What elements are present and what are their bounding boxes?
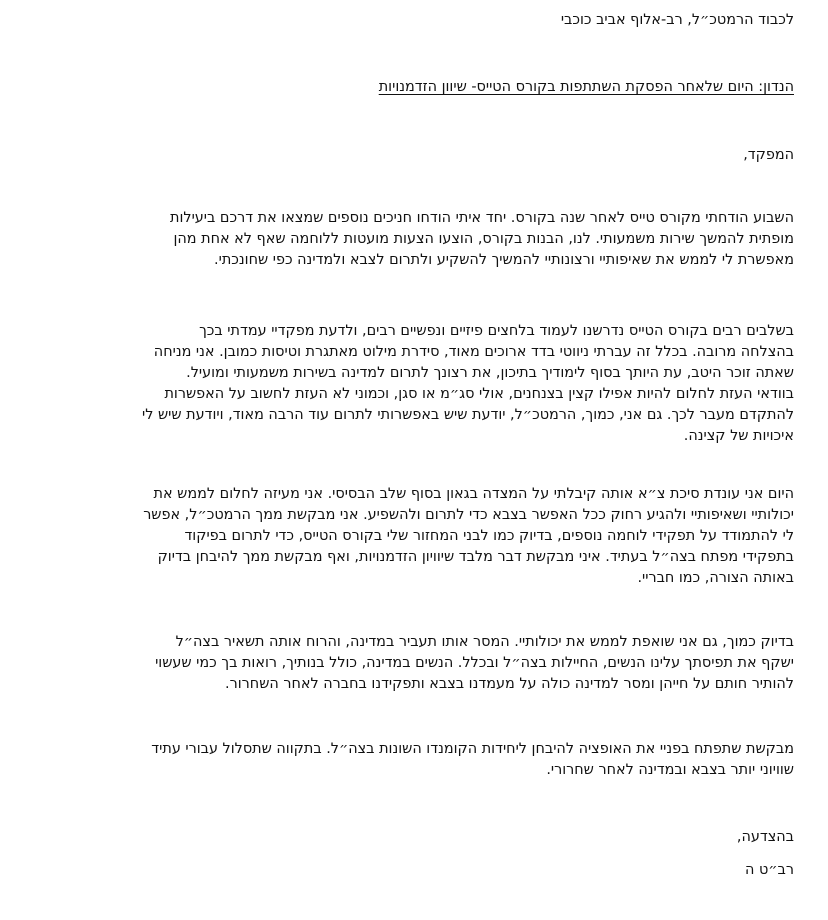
paragraph-line: השבוע הודחתי מקורס טייס לאחר שנה בקורס. יחד איתי הודחו חניכים נוספים שמצאו את דרכם ביעילות — [170, 210, 794, 226]
signature-line: רב״ט ה — [744, 862, 794, 878]
paragraph-line: בשלבים רבים בקורס הטייס נדרשנו לעמוד בלחצים פיזיים ונפשיים רבים, ולדעת מפקדיי עמדתי בכך — [199, 323, 794, 339]
paragraph-4 — [40, 632, 794, 695]
paragraph-3 — [40, 484, 794, 589]
paragraph-line: מבקשת שתפתח בפניי את האופציה להיבחן ליחידות הקומנדו השונות בצה״ל. בתקווה שתסלול עבורי עתיד — [151, 741, 794, 757]
paragraph-1 — [40, 208, 794, 271]
salutation-line: המפקד, — [743, 147, 794, 163]
paragraph-line: לי להתמודד על תפקידי לוחמה נוספים, בדיוק כמו לבני המחזור שלי בקורס הטייס, כדי לתרום בפיקוד — [184, 528, 794, 544]
paragraph-line: להותיר חותם על חייהן ומסר למדינה כולה על מעמדנו בצבא ותפקידנו בחברה לאחר השחרור. — [225, 676, 794, 692]
paragraph-line: יכולותיי ושאיפותיי ולהגיע רחוק ככל האפשר בצבא כדי לתרום ולהשפיע. אני מבקשת ממך הרמטכ״ל, אפשר — [143, 507, 794, 523]
paragraph-line: באותה הצורה, כמו חבריי. — [637, 570, 794, 586]
signature — [40, 860, 794, 881]
paragraph-line: בדיוק כמוך, גם אני שואפת לממש את יכולותיי. המסר אותו תעביר במדינה, והרוח אותה תשאיר בצה״ל — [175, 634, 794, 650]
paragraph-line: בתפקידי מפתח בצה״ל בעתיד. איני מבקשת דבר מלבד שיוויון הזדמנויות, ואף מבקשת ממך להיבחן בדיוק — [157, 549, 794, 565]
paragraph-line: בוודאי העזת לחלום להיות אפילו קצין בצנחנים, אולי סג״מ או סגן, וכמוני לא העזת לחשוב על האפשרות — [164, 386, 794, 402]
paragraph-line: להתקדם מעבר לכך. גם אני, כמוך, הרמטכ״ל, יודעת שיש באפשרותי לתרום עוד הרבה מאוד, ויודעת שיש לי — [142, 407, 794, 423]
addressee-line: לכבוד הרמטכ״ל, רב-אלוף אביב כוכבי — [560, 12, 794, 28]
paragraph-2 — [40, 321, 794, 447]
paragraph-line: שאתה זוכר היטב, עת היותך בסוף לימודיך בתיכון, את רצונך לתרום למדינה בשירות משמעותי ומועיל. — [186, 365, 794, 381]
paragraph-line: היום אני עונדת סיכת צ״א אותה קיבלתי על המצדה בגאון בסוף שלב הבסיסי. אני מעיזה לחלום לממש את — [153, 486, 794, 502]
subject — [40, 77, 794, 98]
paragraph-line: ישקף את תפיסתך עלינו הנשים, החיילות בצה״ל ובכלל. הנשים במדינה, כולל בנותיך, רואות בך כמי שעשוי — [155, 655, 794, 671]
closing-line: בהצדעה, — [736, 829, 794, 845]
paragraph-line: בהצלחה מרובה. בכלל זה עברתי ניווטי בדד ארוכים מאוד, סידרת מילוט מאתגרת וטיסות כמובן. אני מניחה — [153, 344, 794, 360]
paragraph-line: שוויוני יותר בצבא ובמדינה לאחר שחרורי. — [546, 762, 794, 778]
closing — [40, 827, 794, 848]
paragraph-5 — [40, 739, 794, 781]
subject-line: הנדון: היום שלאחר הפסקת השתתפות בקורס הטייס- שיוון הזדמנויות — [378, 79, 794, 95]
paragraph-line: איכויות של קצינה. — [683, 428, 794, 444]
paragraph-line: מאפשרת לי לממש את שאיפותיי ורצונותיי להמשיך להשקיע ולתרום לצבא ולמדינה כפי שחונכתי. — [214, 252, 794, 268]
salutation — [40, 145, 794, 166]
paragraph-line: מופתית להמשך שירות משמעותי. לנו, הבנות בקורס, הוצעו הצעות מועטות ללוחמה שאף לא אחת מהן — [173, 231, 794, 247]
addressee — [40, 10, 794, 31]
